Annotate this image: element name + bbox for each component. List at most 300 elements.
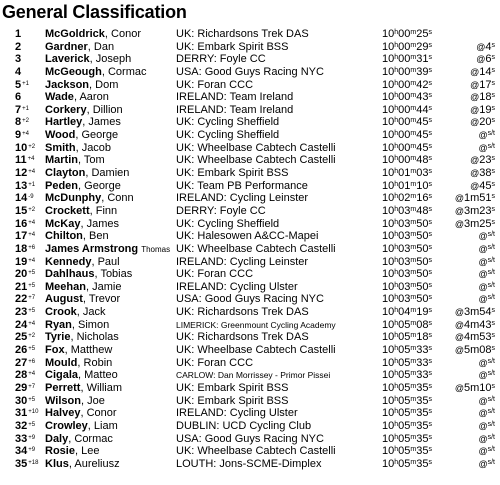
gap-unit: s/t bbox=[487, 294, 495, 302]
time-unit-m: m bbox=[410, 92, 417, 100]
time-s: 48 bbox=[416, 204, 429, 217]
gap-at-sign: @ bbox=[470, 92, 480, 103]
rank-number: 22 bbox=[15, 293, 28, 306]
rank-cell bbox=[15, 369, 37, 382]
team-name: UK: Foran CCC bbox=[176, 268, 254, 281]
rider-name: Crook, Jack bbox=[45, 306, 106, 319]
gap-at-sign: @ bbox=[478, 269, 488, 280]
time-h: 10 bbox=[382, 432, 395, 445]
time-unit-h: h bbox=[394, 117, 399, 125]
time-h: 10 bbox=[382, 53, 395, 66]
time-h: 10 bbox=[382, 293, 395, 306]
rider-name: Meehan, Jamie bbox=[45, 280, 122, 293]
gap-value: 6 bbox=[485, 53, 492, 66]
gap-unit: s bbox=[491, 117, 495, 125]
rider-firstname: Trevor bbox=[88, 293, 121, 306]
rider-name: Gardner, Dan bbox=[45, 40, 115, 53]
time-m: 03 bbox=[398, 230, 411, 243]
rider-name: Peden, George bbox=[45, 179, 121, 192]
time-m: 00 bbox=[398, 40, 411, 53]
time-unit-m: m bbox=[410, 294, 417, 302]
time-m: 00 bbox=[398, 53, 411, 66]
time-gap bbox=[435, 407, 495, 420]
rider-name bbox=[45, 242, 171, 257]
time-gap bbox=[435, 369, 495, 382]
gap-unit: s/t bbox=[487, 281, 495, 289]
rank-number: 16 bbox=[15, 217, 28, 230]
rider-name: Wood, George bbox=[45, 129, 119, 142]
rider-surname: McKay bbox=[45, 217, 81, 230]
time-s: 19 bbox=[416, 306, 429, 319]
rider-surname: Crowley bbox=[45, 419, 88, 432]
rank-cell bbox=[15, 395, 37, 408]
rank-cell bbox=[15, 129, 37, 142]
rider-firstname: Dillion bbox=[92, 103, 123, 116]
time-unit-s: s bbox=[428, 370, 432, 378]
team-name: UK: Embark Spirit BSS bbox=[176, 167, 289, 180]
team-name: USA: Good Guys Racing NYC bbox=[176, 293, 324, 306]
time-m: 05 bbox=[398, 407, 411, 420]
table-row bbox=[0, 142, 500, 155]
gap-at-sign: @ bbox=[478, 433, 488, 444]
time-unit-m: m bbox=[410, 307, 417, 315]
classification-table bbox=[0, 28, 500, 470]
rider-firstname: Matteo bbox=[84, 369, 118, 382]
team-name: DERRY: Foyle CC bbox=[176, 53, 266, 66]
time-unit-s: s bbox=[428, 458, 432, 466]
rider-name: Daly, Cormac bbox=[45, 432, 113, 445]
rank-change: +5 bbox=[28, 396, 36, 403]
rider-surname: Peden bbox=[45, 179, 79, 192]
time-unit-h: h bbox=[394, 92, 399, 100]
time-m: 05 bbox=[398, 318, 411, 331]
time-gap bbox=[435, 104, 495, 117]
team-name: UK: Richardsons Trek DAS bbox=[176, 28, 309, 40]
rank-cell bbox=[15, 344, 37, 357]
gap-at-sign: @ bbox=[470, 79, 480, 90]
time-gap bbox=[435, 420, 495, 433]
team-name: USA: Good Guys Racing NYC bbox=[176, 65, 324, 78]
rider-name: Wilson, Joe bbox=[45, 394, 105, 407]
table-row bbox=[0, 53, 500, 66]
time-s: 35 bbox=[416, 445, 429, 458]
gap-unit: s/t bbox=[487, 357, 495, 365]
rank-cell bbox=[15, 445, 37, 458]
gap-unit: s bbox=[491, 307, 495, 315]
rank-cell bbox=[15, 142, 37, 155]
team-name: UK: Richardsons Trek DAS bbox=[176, 331, 309, 344]
gap-unit: s/t bbox=[487, 142, 495, 150]
time-h: 10 bbox=[382, 204, 395, 217]
gap-value: 19 bbox=[479, 103, 492, 116]
time-h: 10 bbox=[382, 230, 395, 243]
time-m: 00 bbox=[398, 28, 411, 40]
rank-number: 23 bbox=[15, 306, 28, 319]
time-gap bbox=[435, 331, 495, 344]
rank-number: 4 bbox=[15, 65, 22, 78]
rank-number: 34 bbox=[15, 445, 28, 458]
rider-firstname: Damien bbox=[91, 167, 130, 180]
rank-change: +5 bbox=[28, 270, 36, 277]
time-h: 10 bbox=[382, 369, 395, 382]
time-m: 05 bbox=[398, 432, 411, 445]
time-s: 18 bbox=[416, 331, 429, 344]
time-h: 10 bbox=[382, 91, 395, 104]
time-unit-h: h bbox=[394, 370, 399, 378]
rider-firstname: Joseph bbox=[95, 53, 132, 66]
team-name: UK: Wheelbase Cabtech Castelli bbox=[176, 242, 336, 255]
time-unit-m: m bbox=[410, 357, 417, 365]
time-m: 03 bbox=[398, 204, 411, 217]
time-unit-h: h bbox=[394, 395, 399, 403]
rank-cell bbox=[15, 243, 37, 256]
rider-name: McGeough, Cormac bbox=[45, 65, 147, 78]
time-m: 05 bbox=[398, 369, 411, 382]
gap-value: 3m23 bbox=[463, 204, 492, 217]
rank-cell bbox=[15, 28, 37, 41]
team-name: UK: Cycling Sheffield bbox=[176, 129, 280, 142]
rider-firstname: Thomas bbox=[141, 244, 171, 254]
gap-at-sign: @ bbox=[478, 281, 488, 292]
time-s: 48 bbox=[416, 154, 429, 167]
rider-surname: Laverick bbox=[45, 53, 90, 66]
rider-name: August, Trevor bbox=[45, 293, 121, 306]
time-h: 10 bbox=[382, 331, 395, 344]
time-gap bbox=[435, 154, 495, 167]
rider-surname: Crook bbox=[45, 306, 77, 319]
team-name: DERRY: Foyle CC bbox=[176, 204, 266, 217]
time-s: 10 bbox=[416, 179, 429, 192]
rank-number: 31 bbox=[15, 407, 28, 420]
time-unit-s: s bbox=[428, 205, 432, 213]
rider-name: Crockett, Finn bbox=[45, 204, 118, 217]
time-unit-h: h bbox=[394, 79, 399, 87]
rank-change: +4 bbox=[28, 320, 36, 327]
time-h: 10 bbox=[382, 192, 395, 205]
gap-value: 3m54 bbox=[463, 306, 492, 319]
time-gap bbox=[435, 91, 495, 104]
gap-at-sign: @ bbox=[478, 420, 488, 431]
time-gap bbox=[435, 79, 495, 92]
team-name: IRELAND: Team Ireland bbox=[176, 103, 294, 116]
rank-change: +9 bbox=[28, 447, 36, 454]
rider-surname: Corkery bbox=[45, 103, 87, 116]
time-unit-h: h bbox=[394, 29, 399, 36]
rank-change: +2 bbox=[28, 143, 36, 150]
rider-firstname: George bbox=[81, 129, 119, 142]
table-row bbox=[0, 154, 500, 167]
time-h: 10 bbox=[382, 381, 395, 394]
rider-firstname: Liam bbox=[93, 419, 118, 432]
rider-name: Laverick, Joseph bbox=[45, 53, 132, 66]
time-unit-s: s bbox=[428, 420, 432, 428]
time-gap bbox=[435, 66, 495, 79]
time-s: 03 bbox=[416, 167, 429, 180]
time-h: 10 bbox=[382, 407, 395, 420]
rank-cell bbox=[15, 256, 37, 269]
time-m: 05 bbox=[398, 331, 411, 344]
time-h: 10 bbox=[382, 280, 395, 293]
time-h: 10 bbox=[382, 78, 395, 91]
rank-number: 17 bbox=[15, 230, 28, 243]
table-row bbox=[0, 319, 500, 332]
gap-unit: s bbox=[491, 54, 495, 62]
rank-cell bbox=[15, 154, 37, 167]
rider-firstname: Simon bbox=[78, 318, 110, 331]
time-h: 10 bbox=[382, 344, 395, 357]
time-unit-h: h bbox=[394, 155, 399, 163]
time-unit-m: m bbox=[410, 142, 417, 150]
time-h: 10 bbox=[382, 28, 395, 40]
time-gap bbox=[435, 395, 495, 408]
rank-change: +18 bbox=[28, 459, 39, 466]
time-unit-h: h bbox=[394, 41, 399, 49]
time-unit-s: s bbox=[428, 218, 432, 226]
rank-number: 3 bbox=[15, 53, 22, 66]
time-s: 50 bbox=[416, 268, 429, 281]
table-row bbox=[0, 281, 500, 294]
team-name: IRELAND: Cycling Ulster bbox=[176, 280, 298, 293]
gap-at-sign: @ bbox=[478, 142, 488, 153]
gap-at-sign: @ bbox=[476, 41, 486, 52]
rank-number: 29 bbox=[15, 381, 28, 394]
rider-name: Dahlhaus, Tobias bbox=[45, 268, 133, 281]
rank-cell bbox=[15, 420, 37, 433]
rank-number: 20 bbox=[15, 268, 28, 281]
time-unit-m: m bbox=[410, 168, 417, 176]
rank-number: 27 bbox=[15, 356, 28, 369]
team-name: UK: Embark Spirit BSS bbox=[176, 40, 289, 53]
gap-at-sign: @ bbox=[454, 382, 464, 393]
time-s: 43 bbox=[416, 91, 429, 104]
time-unit-s: s bbox=[428, 294, 432, 302]
rank-cell bbox=[15, 331, 37, 344]
team-name: IRELAND: Cycling Ulster bbox=[176, 407, 298, 420]
rank-change: +5 bbox=[28, 308, 36, 315]
time-s: 25 bbox=[416, 28, 429, 40]
time-unit-s: s bbox=[428, 41, 432, 49]
time-unit-m: m bbox=[410, 243, 417, 251]
time-unit-m: m bbox=[410, 180, 417, 188]
time-h: 10 bbox=[382, 394, 395, 407]
rider-surname: James Armstrong bbox=[45, 242, 139, 255]
gap-unit: s/t bbox=[487, 231, 495, 239]
rider-surname: Jackson bbox=[45, 78, 90, 91]
table-row bbox=[0, 382, 500, 395]
time-unit-m: m bbox=[410, 79, 417, 87]
table-row bbox=[0, 28, 500, 41]
time-gap bbox=[435, 382, 495, 395]
rider-surname: Wood bbox=[45, 129, 76, 142]
gap-value: 3m25 bbox=[463, 217, 492, 230]
time-unit-m: m bbox=[410, 41, 417, 49]
team-name: LIMERICK: Greenmount Cycling Academy bbox=[176, 319, 336, 330]
rank-number: 25 bbox=[15, 331, 28, 344]
rider-surname: McDunphy bbox=[45, 192, 102, 205]
time-h: 10 bbox=[382, 167, 395, 180]
time-m: 05 bbox=[398, 457, 411, 470]
rider-surname: Kennedy bbox=[45, 255, 92, 268]
gap-at-sign: @ bbox=[454, 319, 464, 330]
gap-value: 45 bbox=[479, 179, 492, 192]
rider-firstname: Conor bbox=[111, 28, 141, 40]
time-gap bbox=[435, 357, 495, 370]
time-unit-s: s bbox=[428, 345, 432, 353]
gap-unit: s/t bbox=[487, 269, 495, 277]
time-unit-s: s bbox=[428, 395, 432, 403]
time-unit-h: h bbox=[394, 319, 399, 327]
time-s: 50 bbox=[416, 255, 429, 268]
rank-change: -9 bbox=[28, 194, 34, 201]
time-gap bbox=[435, 218, 495, 231]
time-h: 10 bbox=[382, 445, 395, 458]
time-unit-h: h bbox=[394, 142, 399, 150]
rider-surname: McGoldrick bbox=[45, 28, 105, 40]
rank-cell bbox=[15, 458, 37, 471]
time-gap bbox=[435, 116, 495, 129]
rank-number: 33 bbox=[15, 432, 28, 445]
time-unit-h: h bbox=[394, 243, 399, 251]
rank-number: 15 bbox=[15, 204, 28, 217]
time-gap bbox=[435, 281, 495, 294]
rider-name: Cigala, Matteo bbox=[45, 369, 118, 382]
rank-change: +2 bbox=[22, 118, 29, 125]
time-unit-m: m bbox=[410, 155, 417, 163]
table-row bbox=[0, 369, 500, 382]
rider-name: Perrett, William bbox=[45, 381, 123, 394]
rank-change: +1 bbox=[28, 181, 36, 188]
table-row bbox=[0, 293, 500, 306]
rank-change: +1 bbox=[22, 105, 29, 112]
gap-value: 4m43 bbox=[463, 318, 492, 331]
gap-unit: s bbox=[491, 218, 495, 226]
time-s: 50 bbox=[416, 230, 429, 243]
time-unit-s: s bbox=[428, 104, 432, 112]
rank-change: +1 bbox=[22, 80, 29, 87]
rank-number: 7 bbox=[15, 103, 22, 116]
time-unit-m: m bbox=[410, 205, 417, 213]
rank-number: 18 bbox=[15, 242, 28, 255]
gap-value: 5m10 bbox=[463, 381, 492, 394]
rider-firstname: Jacob bbox=[81, 141, 112, 154]
time-unit-h: h bbox=[394, 205, 399, 213]
rider-surname: Dahlhaus bbox=[45, 268, 95, 281]
rider-firstname: Cormac bbox=[107, 65, 147, 78]
gap-at-sign: @ bbox=[478, 458, 488, 469]
gap-unit: s bbox=[491, 41, 495, 49]
rider-name: Corkery, Dillion bbox=[45, 103, 123, 116]
rank-cell bbox=[15, 319, 37, 332]
rider-firstname: Lee bbox=[81, 445, 100, 458]
time-h: 10 bbox=[382, 356, 395, 369]
time-h: 10 bbox=[382, 419, 395, 432]
gap-at-sign: @ bbox=[478, 130, 488, 141]
table-row bbox=[0, 458, 500, 471]
rank-cell bbox=[15, 306, 37, 319]
rank-change: +6 bbox=[28, 244, 36, 251]
rider-surname: Hartley bbox=[45, 116, 83, 129]
rank-number: 12 bbox=[15, 167, 28, 180]
time-unit-s: s bbox=[428, 446, 432, 454]
rider-firstname: Paul bbox=[97, 255, 120, 268]
gap-value: 1m51 bbox=[463, 192, 492, 205]
rank-cell bbox=[15, 357, 37, 370]
time-unit-s: s bbox=[428, 357, 432, 365]
time-m: 00 bbox=[398, 154, 411, 167]
rank-change: +4 bbox=[28, 219, 36, 226]
time-unit-h: h bbox=[394, 332, 399, 340]
time-gap bbox=[435, 344, 495, 357]
rank-number: 32 bbox=[15, 419, 28, 432]
time-unit-h: h bbox=[394, 104, 399, 112]
gap-at-sign: @ bbox=[478, 357, 488, 368]
time-m: 00 bbox=[398, 129, 411, 142]
table-row bbox=[0, 167, 500, 180]
rank-number: 14 bbox=[15, 192, 28, 205]
time-gap bbox=[435, 256, 495, 269]
time-s: 44 bbox=[416, 103, 429, 116]
time-unit-h: h bbox=[394, 408, 399, 416]
team-name: UK: Foran CCC bbox=[176, 78, 254, 91]
table-row bbox=[0, 331, 500, 344]
time-unit-h: h bbox=[394, 382, 399, 390]
rider-surname: Halvey bbox=[45, 407, 81, 420]
rank-cell bbox=[15, 66, 37, 79]
time-h: 10 bbox=[382, 65, 395, 78]
time-s: 39 bbox=[416, 65, 429, 78]
rider-name: McKay, James bbox=[45, 217, 119, 230]
gap-unit: s bbox=[491, 155, 495, 163]
team-name: UK: Cycling Sheffield bbox=[176, 116, 280, 129]
rider-name: McGoldrick, Conor bbox=[45, 28, 141, 40]
time-unit-s: s bbox=[428, 319, 432, 327]
rider-name: Tyrie, Nicholas bbox=[45, 331, 119, 344]
rank-cell bbox=[15, 116, 37, 129]
rider-surname: Meehan bbox=[45, 280, 86, 293]
time-unit-s: s bbox=[428, 130, 432, 138]
time-m: 00 bbox=[398, 78, 411, 91]
gap-unit: s bbox=[491, 180, 495, 188]
time-h: 10 bbox=[382, 318, 395, 331]
time-unit-s: s bbox=[428, 433, 432, 441]
rider-firstname: Finn bbox=[95, 204, 118, 217]
gap-unit: s bbox=[491, 205, 495, 213]
rank-change: +4 bbox=[28, 371, 36, 378]
rider-name: Jackson, Dom bbox=[45, 78, 119, 91]
rider-name: Rosie, Lee bbox=[45, 445, 100, 458]
rider-name: Mould, Robin bbox=[45, 356, 113, 369]
time-unit-m: m bbox=[410, 66, 417, 74]
team-name: UK: Cycling Sheffield bbox=[176, 217, 280, 230]
gap-unit: s/t bbox=[487, 370, 495, 378]
rank-number: 6 bbox=[15, 91, 22, 104]
time-unit-m: m bbox=[410, 281, 417, 289]
time-s: 33 bbox=[416, 369, 429, 382]
team-name: UK: Wheelbase Cabtech Castelli bbox=[176, 344, 336, 357]
time-gap bbox=[435, 243, 495, 256]
time-gap bbox=[435, 458, 495, 471]
time-m: 00 bbox=[398, 141, 411, 154]
time-gap bbox=[435, 433, 495, 446]
table-row bbox=[0, 41, 500, 54]
time-s: 42 bbox=[416, 78, 429, 91]
team-name: UK: Team PB Performance bbox=[176, 179, 308, 192]
rider-firstname: James bbox=[88, 116, 121, 129]
rider-firstname: Jack bbox=[82, 306, 106, 319]
rank-cell bbox=[15, 192, 37, 205]
time-h: 10 bbox=[382, 242, 395, 255]
time-s: 50 bbox=[416, 242, 429, 255]
